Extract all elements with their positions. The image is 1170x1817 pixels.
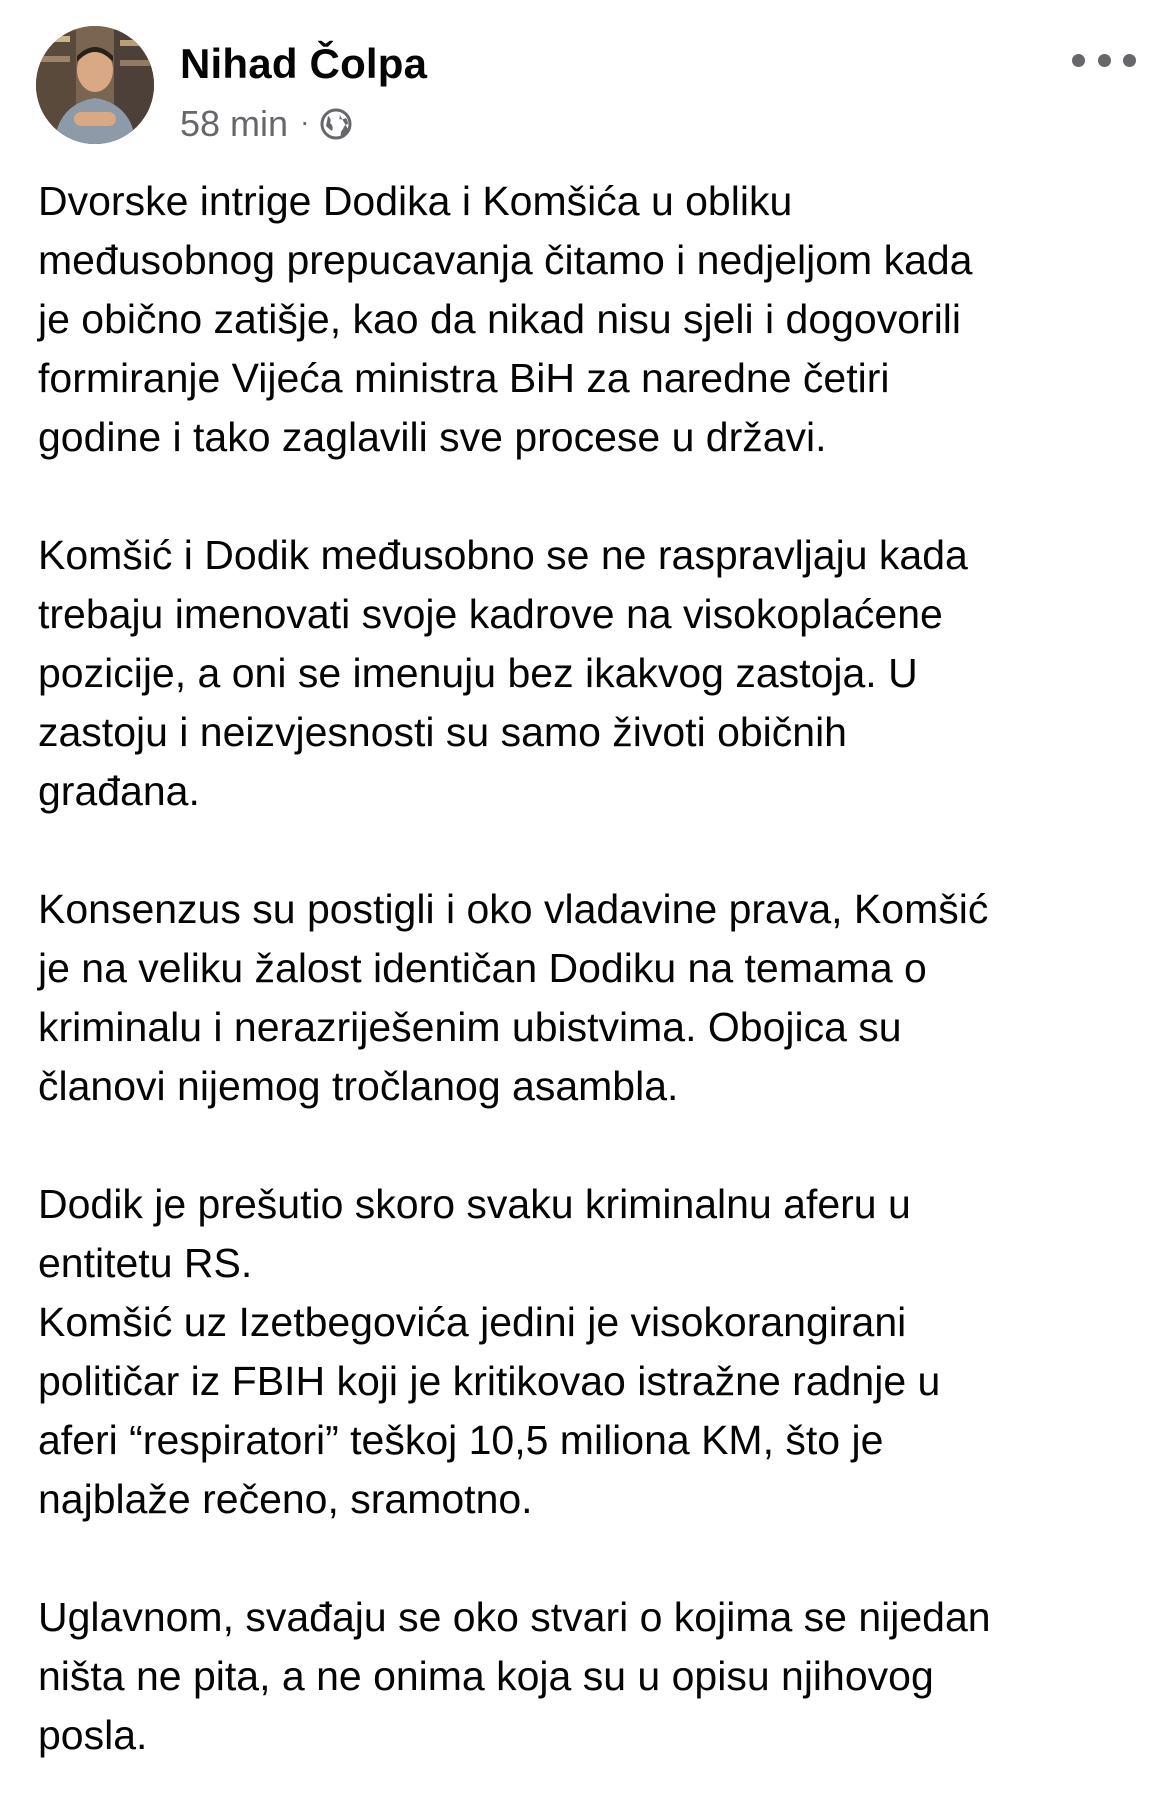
text-line: najblaže rečeno, sramotno. <box>38 1476 533 1522</box>
text-line: je na veliku žalost identičan Dodiku na temama o <box>38 945 927 991</box>
text-line: entitetu RS. <box>38 1240 253 1286</box>
post-paragraph <box>38 526 1138 821</box>
post-body <box>38 172 1138 1765</box>
avatar-photo <box>36 26 154 144</box>
text-line: trebaju imenovati svoje kadrove na visokoplaćene <box>38 591 943 637</box>
text-line: političar iz FBIH koji je kritikovao istražne radnje u <box>38 1358 941 1404</box>
text-line: zastoju i neizvjesnosti su samo životi običnih <box>38 709 847 755</box>
post-paragraph <box>38 1175 1138 1529</box>
text-line: Dvorske intrige Dodika i Komšića u obliku <box>38 178 793 224</box>
author-avatar[interactable] <box>36 26 154 144</box>
text-line: kriminalu i nerazriješenim ubistvima. Obojica su <box>38 1004 902 1050</box>
text-line: aferi “respiratori” teškoj 10,5 miliona KM, što je <box>38 1417 884 1463</box>
text-line: članovi nijemog tročlanog asambla. <box>38 1063 679 1109</box>
text-line: formiranje Vijeća ministra BiH za naredne četiri <box>38 355 890 401</box>
text-line: Konsenzus su postigli i oko vladavine prava, Komšić <box>38 886 989 932</box>
text-line: građana. <box>38 768 200 814</box>
post-timestamp[interactable]: 58 min <box>180 103 289 144</box>
post-meta <box>180 102 353 146</box>
text-line: godine i tako zaglavili sve procese u državi. <box>38 414 827 460</box>
text-line: ništa ne pita, a ne onima koja su u opisu njihovog <box>38 1653 934 1699</box>
text-line: pozicije, a oni se imenuju bez ikakvog zastoja. U <box>38 650 918 696</box>
post-paragraph <box>38 172 1138 467</box>
post-header <box>36 26 1136 146</box>
meta-separator: · <box>300 106 310 137</box>
text-line: je obično zatišje, kao da nikad nisu sjeli i dogovorili <box>38 296 962 342</box>
post-paragraph <box>38 1588 1138 1765</box>
post-paragraph <box>38 880 1138 1116</box>
text-line: posla. <box>38 1712 148 1758</box>
text-line: Komšić i Dodik međusobno se ne raspravljaju kada <box>38 532 968 578</box>
text-line: Dodik je prešutio skoro svaku kriminalnu aferu u <box>38 1181 911 1227</box>
more-options-icon[interactable] <box>1072 46 1136 74</box>
author-name[interactable]: Nihad Čolpa <box>180 40 428 87</box>
text-line: Uglavnom, svađaju se oko stvari o kojima se nijedan <box>38 1594 991 1640</box>
text-line: međusobnog prepucavanja čitamo i nedjeljom kada <box>38 237 973 283</box>
text-line: Komšić uz Izetbegovića jedini je visokorangirani <box>38 1299 907 1345</box>
globe-icon <box>319 107 353 141</box>
